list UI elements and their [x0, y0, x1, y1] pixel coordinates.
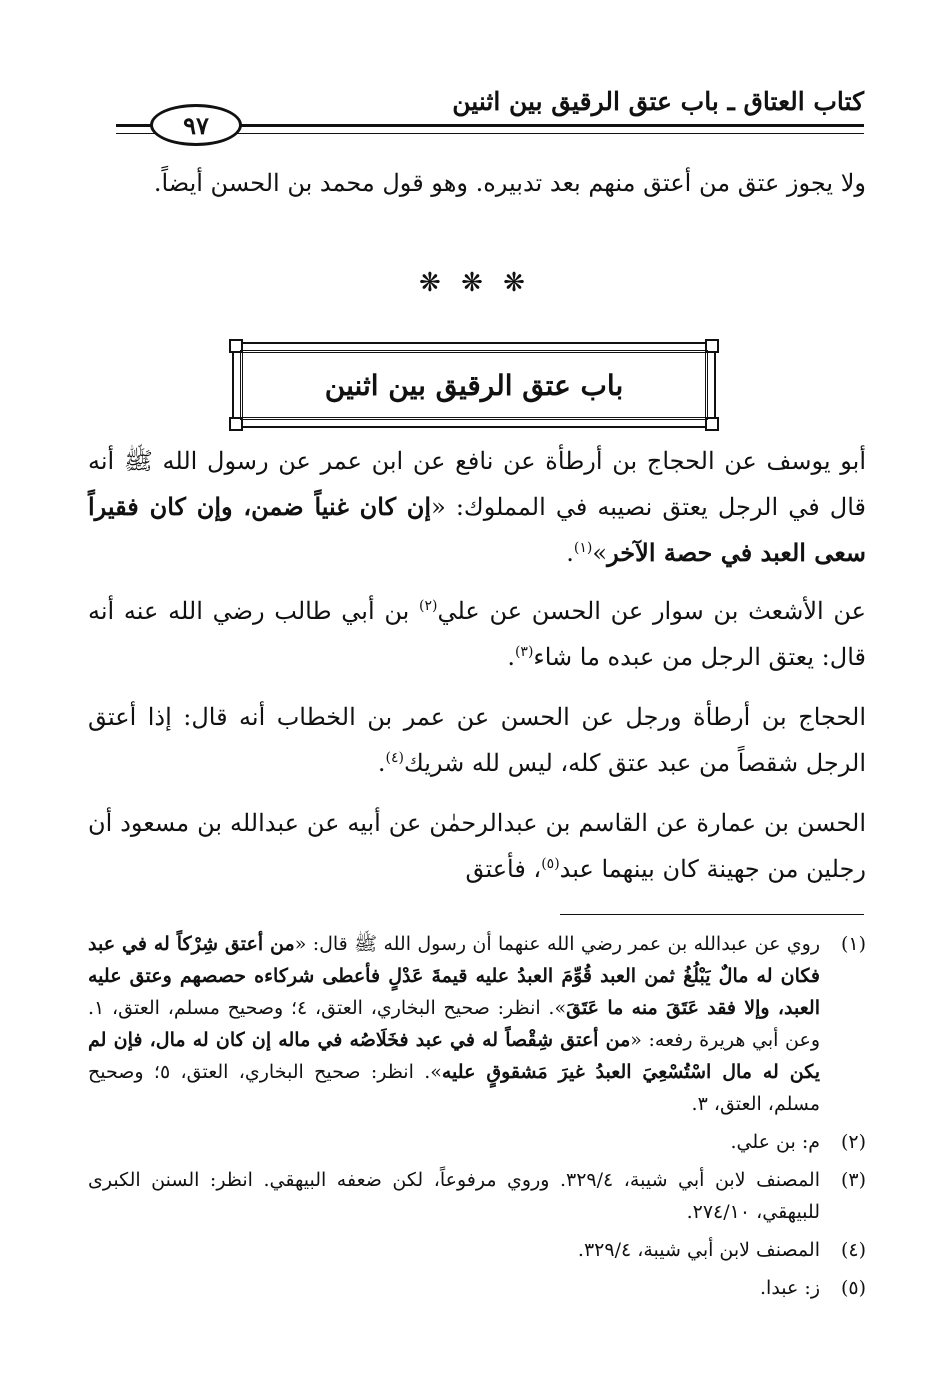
footnote-ref[interactable]: (٤) [385, 750, 404, 766]
page-number-badge [150, 104, 242, 146]
footnote-text: م: بن علي. [730, 1131, 820, 1153]
footnote-number: (٤) [840, 1239, 866, 1261]
footnote-5 [88, 1272, 866, 1304]
footnote-body [88, 928, 820, 1120]
chapter-title-inner [240, 350, 708, 420]
paragraph-text: الحجاج بن أرطأة ورجل عن الحسن عن عمر بن الخطاب أنه قال: إذا أعتق الرجل شقصاً من عبد عتق كله، ليس لله شريك [88, 703, 866, 777]
page-number: ٩٧ [183, 110, 209, 140]
footnote-ref[interactable]: (١) [573, 540, 593, 556]
paragraph-text: بن أبي طالب رضي الله عنه أنه قال: يعتق الرجل من عبده ما شاء [88, 597, 866, 671]
hadith-text: من أعتق شِقْصاً له في عبد فخَلَاصُه في ماله إن كان له مال، فإن لم يكن له مال اسْتُسْعِيَ العبدُ غيرَ مَشقوقٍ عليه [88, 1029, 820, 1083]
paragraph-3 [88, 694, 866, 786]
footnote-text: ». انظر: صحيح البخاري، العتق، ٥؛ وصحيح مسلم، العتق، ٣. [88, 1061, 820, 1115]
footnote-text: المصنف لابن أبي شيبة، ٣٢٩/٤. وروي مرفوعاً، لكن ضعفه البيهقي. انظر: السنن الكبرى للبيهقي، ٢٧٤/١٠. [88, 1169, 820, 1223]
paragraph-2 [88, 588, 866, 680]
footnotes [88, 928, 866, 1310]
footnote-number: (١) [840, 933, 866, 955]
hadith-text: من أعتق شِرْكاً له في عبد فكان له مالٌ يَبْلُغُ ثمن العبد قُوِّمَ العبدُ عليه قيمةَ عَدْلٍ فأعطى شركاءه حصصهم وعتق عليه العبد، وإلا فقد عَتَقَ منه ما عَتَقَ [88, 933, 820, 1019]
footnote-separator [560, 914, 864, 915]
hadith-text: إن كان غنياً ضمن، وإن كان فقيراً سعى العبد في حصة الآخر [88, 492, 866, 567]
paragraph-end: . [566, 539, 574, 567]
paragraph-text: الحسن بن عمارة عن القاسم بن عبدالرحمٰن عن أبيه عن عبدالله بن مسعود أن رجلين من جهينة كان بينهما عبد [88, 809, 866, 883]
footnote-text: المصنف لابن أبي شيبة، ٣٢٩/٤. [577, 1239, 820, 1261]
footnote-text: ». انظر: صحيح البخاري، العتق، ٤؛ وصحيح مسلم، العتق، ١. وعن أبي هريرة رفعه: « [88, 997, 820, 1051]
chapter-title-frame [232, 342, 716, 428]
footnote-ref[interactable]: (٢) [419, 598, 438, 614]
continuation-paragraph [88, 160, 866, 206]
paragraph-text: عن الأشعث بن سوار عن الحسن عن علي [437, 597, 867, 625]
paragraph-1 [88, 438, 866, 576]
chapter-title: باب عتق الرقيق بين اثنين [324, 368, 624, 402]
footnote-4 [88, 1234, 866, 1266]
footnote-text: ز: عبدا. [760, 1277, 820, 1299]
paragraph-text: » [592, 539, 608, 567]
paragraph-text: أبو يوسف عن الحجاج بن أرطأة عن نافع عن ابن عمر عن رسول الله ﷺ أنه قال في الرجل يعتق نصيبه في المملوك: « [88, 447, 867, 521]
footnote-2 [88, 1126, 866, 1158]
footnote-number: (٢) [840, 1131, 866, 1153]
footnote-number: (٣) [840, 1169, 866, 1191]
section-ornament: ❋ ❋ ❋ [419, 268, 531, 298]
footnote-number: (٥) [840, 1277, 866, 1299]
footnote-1 [88, 928, 866, 1120]
paragraph-4 [88, 800, 866, 892]
paragraph-end: . [377, 749, 386, 777]
continuation-text: ولا يجوز عتق من أعتق منهم بعد تدبيره. وهو قول محمد بن الحسن أيضاً. [153, 169, 866, 197]
paragraph-end: . [507, 643, 515, 671]
paragraph-end: ، فأعتق [465, 855, 542, 883]
footnote-3 [88, 1164, 866, 1228]
running-title: كتاب العتاق ـ باب عتق الرقيق بين اثنين [452, 87, 864, 116]
footnote-text: روي عن عبدالله بن عمر رضي الله عنهما أن رسول الله ﷺ قال: « [294, 933, 820, 955]
footnote-ref[interactable]: (٣) [514, 644, 534, 660]
footnote-ref[interactable]: (٥) [541, 856, 560, 872]
